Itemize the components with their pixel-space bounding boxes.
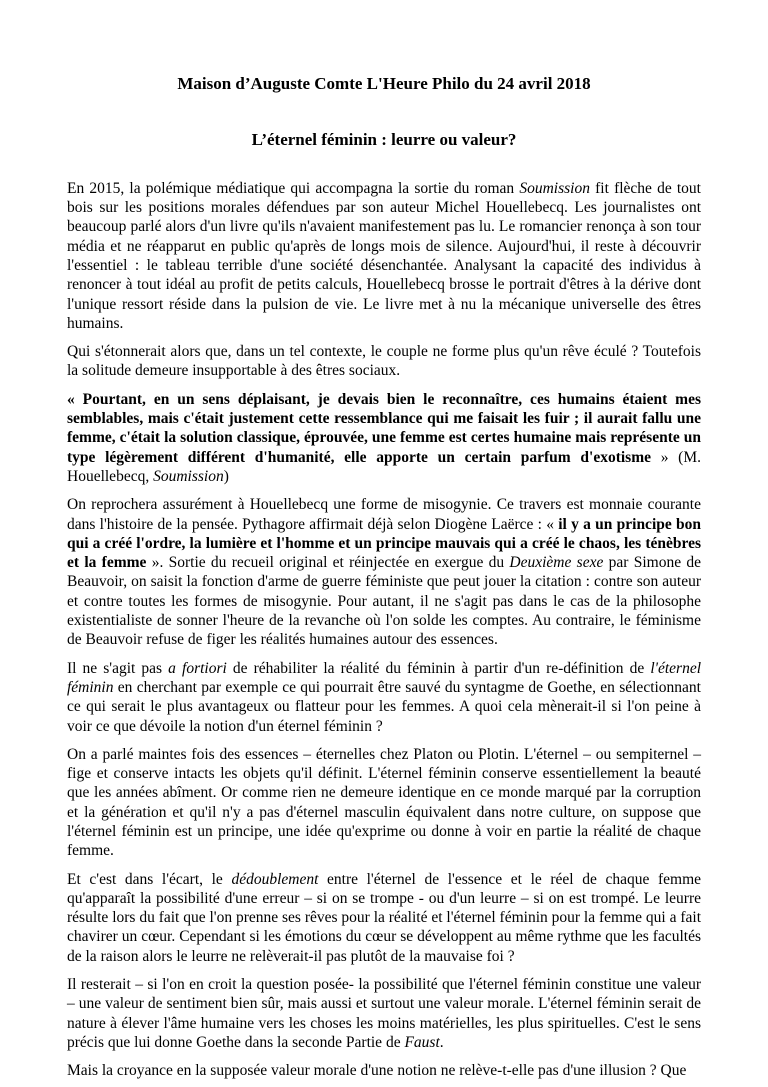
text-run: Il ne s'agit pas — [67, 659, 169, 677]
paragraph — [67, 1061, 701, 1080]
document-subtitle: L’éternel féminin : leurre ou valeur? — [251, 130, 517, 150]
text-run: de réhabiliter la réalité du féminin à partir d'un re-définition de — [226, 659, 651, 677]
paragraph — [67, 745, 701, 861]
text-run: On a parlé maintes fois des essences – éternelles chez Platon ou Plotin. L'éternel – ou sempiternel – fige et conserve intacts les objets qu'il définit. L'éternel féminin conserve essentiellement la beauté que les années abîment. Or comme rien ne demeure identique en ce monde marqué par la corruption et la génération et qu'il n'y a pas d'éternel masculin équivalent dans notre culture, on suppose que l'éternel féminin est un principe, une idée qu'exprime ou donne à voir en partie la réalité de chaque femme. — [67, 745, 701, 860]
paragraph — [67, 975, 701, 1052]
text-run: Mais la croyance en la supposée valeur morale d'une notion ne relève-t-elle pas d'une illusion ? Que — [67, 1062, 687, 1080]
text-run: Qui s'étonnerait alors que, dans un tel contexte, le couple ne forme plus qu'un rêve éculé ? Toutefois la solitude demeure insupportable à des êtres sociaux. — [67, 343, 701, 380]
text-run: entre l'éternel de l'essence et le réel de chaque femme qu'apparaît la possibilité d'une erreur – si on se trompe - ou d'un leurre – si on est trompé. Le leurre résulte lors du fait que l'on prenne ses rêves pour la réalité et l'éternel féminin pour la femme qui a fait chavirer un cœur. Cependant si les émotions du cœur se développent au même rythme que les facultés de la raison alors le leurre ne relèverait-il pas plutôt de la mauvaise foi ? — [67, 870, 702, 965]
text-run: » (M. Houellebecq, — [67, 448, 701, 485]
text-run: On reprochera assurément à Houellebecq une forme de misogynie. Ce travers est monnaie courante dans l'histoire de la pensée. Pythagore affirmait déjà selon Diogène Laërce : « — [67, 496, 701, 533]
text-run: Soumission — [153, 467, 224, 485]
document-body — [67, 179, 701, 1081]
document-title: Maison d’Auguste Comte L'Heure Philo du 24 avril 2018 — [177, 74, 591, 93]
text-run: « Pourtant, en un sens déplaisant, je devais bien le reconnaître, ces humains étaient mes semblables, mais c'était justement cette ressemblance qui me faisait les fuir ; il aurait fallu une femme, c'était la solution classique, éprouvée, une femme est certes humaine mais représente un type légèrement différent d'humanité, elle apporte un certain parfum d'exotisme — [67, 390, 701, 466]
text-run: Soumission — [519, 179, 590, 197]
paragraph — [67, 659, 701, 736]
paragraph — [67, 870, 701, 966]
text-run: . — [439, 1033, 444, 1051]
text-run: par Simone de Beauvoir, on saisit la fonction d'arme de guerre féministe que peut jouer la citation : contre son auteur et contre toutes les formes de misogynie. Pour autant, il ne s'agit pas dans le cas de la philosophe existentialiste de sonner l'heure de la revanche où l'on solde les comptes. Au contraire, le féminisme de Beauvoir refuse de figer les réalités humaines autour des essences. — [67, 554, 701, 649]
text-run: ». Sortie du recueil original et réinjectée en exergue du — [146, 554, 510, 572]
paragraph — [67, 179, 701, 333]
text-run: En 2015, la polémique médiatique qui accompagna la sortie du roman — [67, 179, 520, 197]
text-run: a fortiori — [168, 659, 227, 677]
paragraph — [67, 342, 701, 381]
text-run: ) — [223, 467, 229, 485]
text-run: il y a un principe bon qui a créé l'ordre, la lumière et l'homme et un principe mauvais qui a créé le chaos, les ténèbres et la femme — [67, 515, 701, 572]
text-run: en cherchant par exemple ce qui pourrait être sauvé du syntagme de Goethe, en sélectionnant ce qui serait le plus avantageux ou flatteur pour les femmes. A quoi cela mènerait-il si l'on peine à voir ce que dévoile la notion d'un éternel féminin ? — [67, 678, 701, 735]
text-run: Et c'est dans l'écart, le — [67, 870, 232, 888]
paragraph — [67, 495, 701, 649]
text-run: Il resterait – si l'on en croit la question posée- la possibilité que l'éternel féminin constitue une valeur – une valeur de sentiment bien sûr, mais aussi et surtout une valeur morale. L'éternel féminin serait de nature à élever l'âme humaine vers les choses les moins matérielles, les plus spirituelles. C'est le sens précis que lui donne Goethe dans la seconde Partie de — [67, 976, 701, 1051]
text-run: l'éternel féminin — [67, 659, 701, 696]
text-run: fit flèche de tout bois sur les positions morales défendues par son auteur Michel Houellebecq. Les journalistes ont beaucoup parlé alors d'un livre qu'ils n'avaient manifestement pas lu. Le romancier renonça à son tour média et ne réapparut en public qu'après de longs mois de silence. Aujourd'hui, il reste à découvrir l'essentiel : le tableau terrible d'une société désenchantée. Analysant la capacité des individus à renoncer à tout idéal au profit de petits calculs, Houellebecq brosse le portrait d'êtres à la dérive dont l'unique ressort réside dans la pulsion de vie. Le livre met à nu la mécanique universelle des êtres humains. — [67, 179, 701, 332]
paragraph — [67, 390, 701, 486]
text-run: Faust — [404, 1033, 440, 1051]
text-run: Deuxième sexe — [509, 554, 604, 572]
text-run: dédoublement — [231, 870, 319, 888]
